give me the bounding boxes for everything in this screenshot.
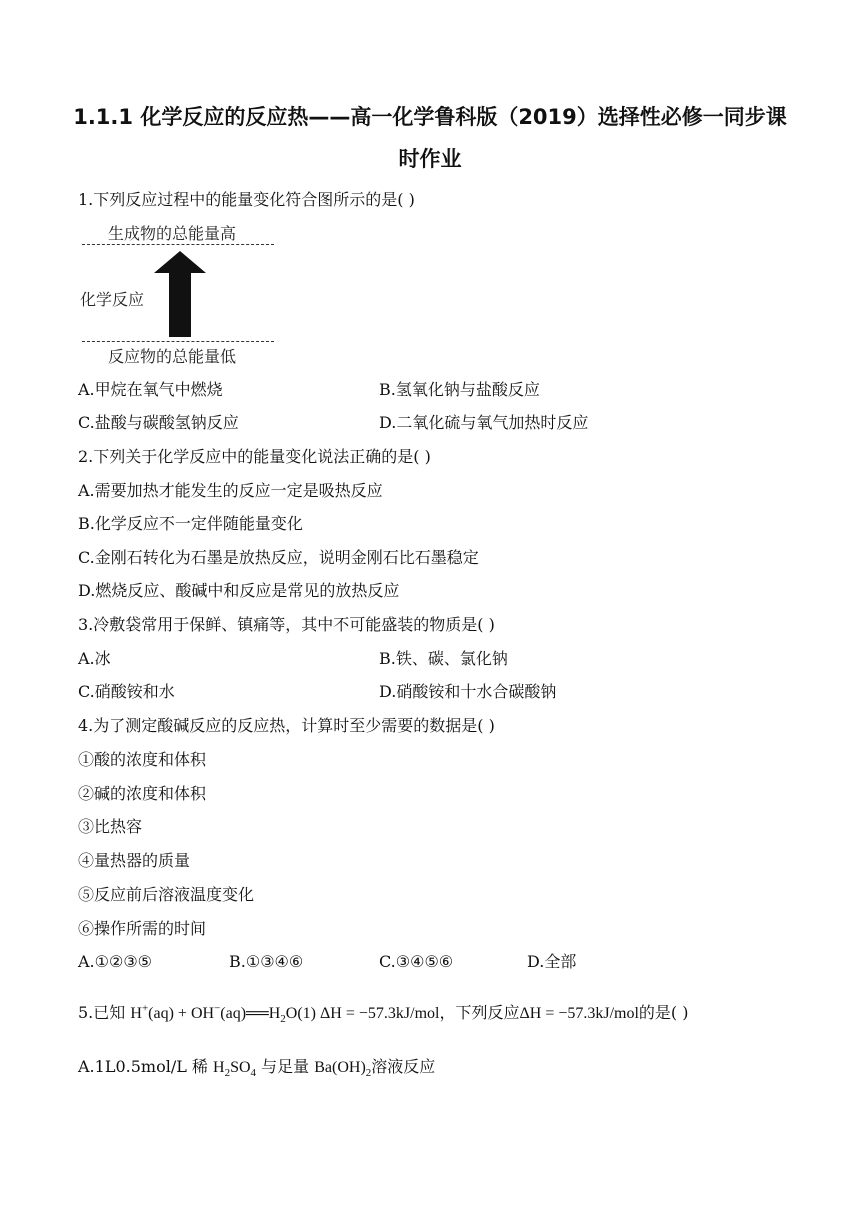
q5-middle: ，下列反应 [439, 1003, 520, 1022]
q1-stem: 1.下列反应过程中的能量变化符合图所示的是( ) [78, 190, 415, 209]
diagram-bottom-label: 反应物的总能量低 [108, 347, 237, 366]
q4-option-d: D.全部 [527, 952, 577, 971]
q5-stem [78, 1002, 689, 1025]
q4-item-2: ②碱的浓度和体积 [78, 784, 207, 803]
q2-stem: 2.下列关于化学反应中的能量变化说法正确的是( ) [78, 447, 431, 466]
q1-option-d: D.二氧化硫与氧气加热时反应 [379, 413, 589, 432]
q2-option-b: B.化学反应不一定伴随能量变化 [78, 514, 303, 533]
q5-equation: $H^+(aq) + OH^-(aq)══H_2O(1) \Delta H = -57.3kJ/mol$ [130, 1002, 440, 1026]
q4-option-b: B.①③④⑥ [229, 952, 304, 971]
diagram-top-label: 生成物的总能量高 [108, 224, 237, 243]
diagram-side-label: 化学反应 [80, 290, 145, 309]
q4-item-6: ⑥操作所需的时间 [78, 919, 207, 938]
q1-option-c: C.盐酸与碳酸氢钠反应 [78, 413, 239, 432]
document-title-line1: 1.1.1 化学反应的反应热——高一化学鲁科版（2019）选择性必修一同步课 [73, 105, 787, 129]
q5-delta-h: ΔH = −57.3kJ/mol [519, 1005, 639, 1022]
q5-option-a: A.1L0.5mol/L 稀 $H_2SO_4$ 与足量 $Ba(OH)_2$溶液反应 [78, 1057, 436, 1080]
document-title-line2: 时作业 [398, 147, 462, 171]
q3-stem: 3.冷敷袋常用于保鲜、镇痛等，其中不可能盛装的物质是( ) [78, 615, 495, 634]
diagram-top-dashed-line [82, 244, 274, 245]
q4-option-c: C.③④⑤⑥ [379, 952, 454, 971]
q4-item-3: ③比热容 [78, 817, 143, 836]
q2-option-c: C.金刚石转化为石墨是放热反应，说明金刚石比石墨稳定 [78, 548, 479, 567]
q4-item-5: ⑤反应前后溶液温度变化 [78, 885, 255, 904]
q3-option-a: A.冰 [78, 649, 111, 668]
q3-option-c: C.硝酸铵和水 [78, 682, 175, 701]
q4-item-4: ④量热器的质量 [78, 851, 191, 870]
q5-prefix: 5.已知 [78, 1003, 126, 1022]
q3-option-b: B.铁、碳、氯化钠 [379, 649, 508, 668]
energy-diagram [78, 218, 288, 368]
q4-item-1: ①酸的浓度和体积 [78, 750, 207, 769]
q1-option-a: A.甲烷在氧气中燃烧 [78, 380, 223, 399]
q5-suffix: 的是( ) [638, 1003, 689, 1022]
q3-option-d: D.硝酸铵和十水合碳酸钠 [379, 682, 557, 701]
q2-option-a: A.需要加热才能发生的反应一定是吸热反应 [78, 481, 383, 500]
q4-stem: 4.为了测定酸碱反应的反应热，计算时至少需要的数据是( ) [78, 716, 495, 735]
up-arrow-icon [154, 251, 206, 337]
q1-option-b: B.氢氧化钠与盐酸反应 [379, 380, 540, 399]
q2-option-d: D.燃烧反应、酸碱中和反应是常见的放热反应 [78, 581, 400, 600]
q4-option-a: A.①②③⑤ [78, 952, 153, 971]
diagram-bottom-dashed-line [82, 341, 274, 342]
